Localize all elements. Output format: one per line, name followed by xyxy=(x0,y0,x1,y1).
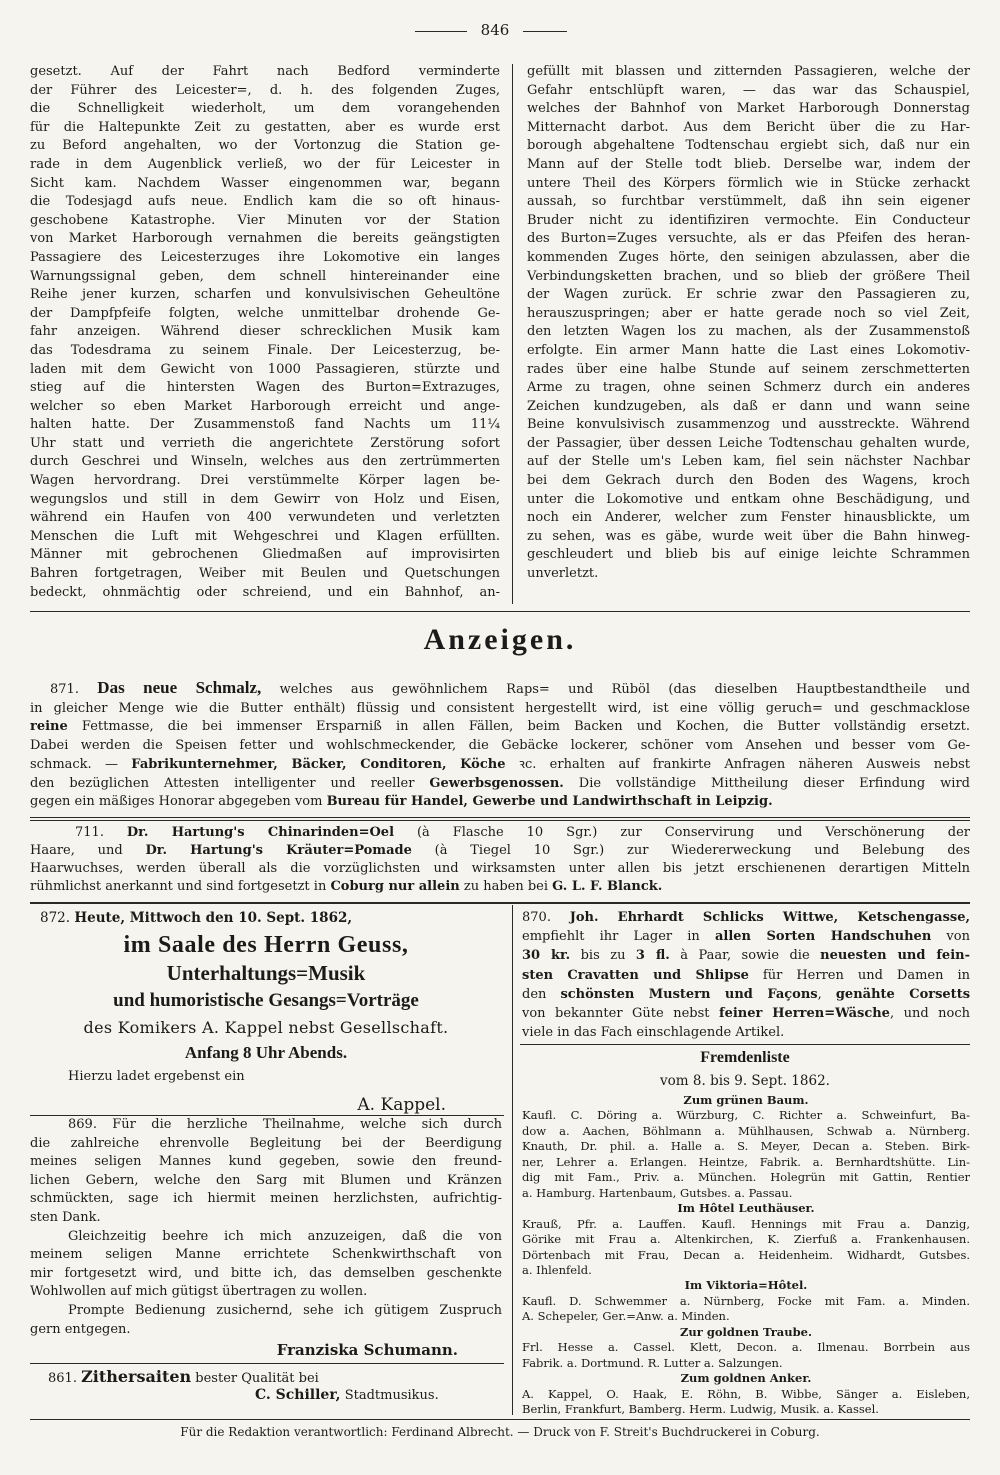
text-line xyxy=(527,546,970,565)
text-line xyxy=(30,509,500,528)
guest-entry-line xyxy=(522,1340,970,1355)
text-run: Haarwuchses, werden überall als die vorzüglichsten und wirksamsten unter allen bis jetzt erschienenen derartigen Mitteln xyxy=(30,861,970,876)
text-run: rades über eine halbe Stunde auf seinem zerschmetterten xyxy=(527,361,970,377)
text-run: durch Geschrei und Winseln, welches aus den zertrümmerten xyxy=(30,454,500,470)
text-run: a. Ihlenfeld. xyxy=(522,1262,592,1277)
text-line xyxy=(527,472,970,491)
text-line xyxy=(30,435,500,454)
text-run: mir fortgesetzt wird, und bitte ich, das demselben geschenkte xyxy=(30,1265,502,1281)
ad-869 xyxy=(30,1116,502,1339)
emphasis-text: neuesten und fein- xyxy=(820,948,970,964)
text-run: stieg auf die hintersten Wagen des Burton=Extrazuges, xyxy=(30,380,500,396)
text-line xyxy=(30,63,500,82)
text-run: von bekannter Güte nebst xyxy=(522,1006,719,1022)
imprint-footer: Für die Redaktion verantwortlich: Ferdinand Albrecht. — Druck von F. Streit's Buchdruckerei in Coburg. xyxy=(180,1425,820,1439)
text-line xyxy=(30,398,500,417)
guest-list-period: vom 8. bis 9. Sept. 1862. xyxy=(660,1073,830,1089)
text-line xyxy=(30,1172,502,1191)
hotel-heading: Zum grünen Baum. xyxy=(683,1093,809,1107)
ad-861-seller-name: C. Schiller, xyxy=(255,1387,341,1403)
text-run: Reihe jener kurzen, scharfen und konvulsivischen Geheultöne xyxy=(30,287,500,303)
text-run: empfiehlt ihr Lager in xyxy=(522,929,715,945)
column-divider xyxy=(512,905,513,1415)
text-line xyxy=(522,927,970,946)
text-run: laden mit dem Gewicht von 1000 Passagieren, stürzte und xyxy=(30,361,500,377)
text-run: meinem seligen Manne errichtete Schenkwirthschaft von xyxy=(30,1247,502,1263)
guest-entry-line xyxy=(522,1294,970,1309)
ad-872-performer: des Komikers A. Kappel nebst Gesellschaft. xyxy=(83,1018,449,1037)
text-line xyxy=(30,584,500,603)
text-run: Verbindungsketten brachen, und so blieb der größere Theil xyxy=(527,268,970,284)
guest-entry-line xyxy=(522,1124,970,1139)
article-column-left xyxy=(30,63,500,602)
ad-861-item: Zithersaiten xyxy=(81,1367,192,1386)
text-line xyxy=(30,1135,502,1154)
text-line xyxy=(30,472,500,491)
text-run: Bahren fortgetragen, Weiber mit Beulen und Quetschungen xyxy=(30,566,500,582)
text-line xyxy=(527,398,970,417)
ad-rule xyxy=(520,1044,970,1045)
text-run: zu Beford angehalten, wo der Vortonzug die Station ge- xyxy=(30,138,500,154)
text-line xyxy=(527,416,970,435)
hotel-heading: Im Viktoria=Hôtel. xyxy=(684,1278,808,1293)
text-line xyxy=(30,878,970,896)
text-run: Die vollständige Mittheilung dieser Erfindung wird xyxy=(563,775,970,791)
text-line xyxy=(30,82,500,101)
text-line xyxy=(30,212,500,231)
ad-rule xyxy=(30,817,970,818)
text-run: geschobene Katastrophe. Vier Minuten vor der Station xyxy=(30,212,500,228)
emphasis-text: Bureau für Handel, Gewerbe und Landwirthschaft in Leipzig. xyxy=(326,794,773,810)
text-run: Fabrik. a. Dortmund. R. Lutter a. Salzungen. xyxy=(522,1355,783,1370)
text-run: die Schnelligkeit wiederholt, um dem vorangehenden xyxy=(30,101,500,117)
text-line xyxy=(522,946,970,965)
emphasis-text: reine xyxy=(30,719,68,735)
text-run: lichen Gebern, welche den Sarg mit Blumen und Kränzen xyxy=(30,1172,502,1188)
text-run: , und noch xyxy=(889,1006,970,1022)
text-run: Männer mit gebrochenen Gliedmaßen auf improvisirten xyxy=(30,547,500,563)
text-run: Mitternacht darbot. Aus dem Bericht über die zu Har- xyxy=(527,119,970,135)
ad-number: 861. xyxy=(48,1371,77,1386)
text-run: des Burton=Zuges versuchte, als er das Pfeifen des heran- xyxy=(527,231,970,247)
text-run: gefüllt mit blassen und zitternden Passagieren, welche der xyxy=(527,64,970,79)
text-run: bedeckt, ohnmächtig oder schreiend, und ein Bahnhof, an- xyxy=(30,584,500,600)
emphasis-text: 3 fl. xyxy=(635,948,670,964)
section-rule xyxy=(30,611,970,612)
text-run: bis zu xyxy=(570,948,636,964)
emphasis-text: sten Cravatten und Shlipse xyxy=(522,967,749,983)
text-line xyxy=(522,985,970,1004)
emphasis-text: schönsten Mustern und Façons xyxy=(560,986,818,1002)
text-run: Kaufl. C. Döring a. Würzburg, C. Richter a. Schweinfurt, Ba- xyxy=(522,1108,970,1123)
text-run: noch ein Anderer, welcher zum Fenster hinausblickte, um xyxy=(527,510,970,526)
text-line xyxy=(522,1023,970,1042)
text-line xyxy=(30,361,500,380)
text-line xyxy=(522,966,970,985)
text-run: Dabei werden die Speisen fetter und wohlschmeckender, die Gebäcke lockerer, schöner vom Ansehen und besser vom Ge- xyxy=(30,738,970,754)
text-line xyxy=(30,249,500,268)
text-line xyxy=(30,156,500,175)
text-run: auf der Stelle um's Leben kam, fiel sein nächster Nachbar xyxy=(527,454,970,470)
text-run: rühmlichst anerkannt und sind fortgesetzt in xyxy=(30,879,331,894)
emphasis-text: Dr. Hartung's Kräuter=Pomade xyxy=(145,843,412,858)
text-line xyxy=(527,509,970,528)
text-run: Berlin, Frankfurt, Bamberg. Herm. Ludwig, Musik. a. Kassel. xyxy=(522,1402,879,1417)
text-line xyxy=(30,1153,502,1172)
text-line xyxy=(527,212,970,231)
text-run: sten Dank. xyxy=(30,1209,101,1225)
text-run: erfolgte. Ein armer Mann hatte die Last eines Lokomotiv- xyxy=(527,342,970,358)
text-run: Knauth, Dr. phil. a. Halle a. S. Meyer, Decan a. Steben. Birk- xyxy=(522,1139,970,1154)
text-line xyxy=(527,82,970,101)
text-line xyxy=(527,119,970,138)
text-line xyxy=(527,249,970,268)
text-run: kommenden Zuges hörte, den seinigen abzulassen, aber die xyxy=(527,249,970,265)
text-run: ꝛc. erhalten auf frankirte Anfragen näheren Ausweis nebst xyxy=(505,756,970,772)
header-dash-right xyxy=(523,31,567,32)
text-line xyxy=(30,491,500,510)
text-line xyxy=(30,793,970,812)
text-run: a. Hamburg. Hartenbaum, Gutsbes. a. Passau. xyxy=(522,1185,793,1200)
text-run: der Passagier, über dessen Leiche Todtenschau gehalten wurde, xyxy=(527,435,970,451)
text-line xyxy=(527,63,970,82)
text-run: meines seligen Mannes kund gegeben, sowie den freund- xyxy=(30,1154,502,1170)
text-run: ner, Lehrer a. Erlangen. Heintze, Fabrik. a. Bernhardtshütte. Lin- xyxy=(522,1154,970,1169)
text-run: à Paar, sowie die xyxy=(669,948,821,964)
emphasis-text: 30 kr. xyxy=(522,948,571,964)
text-run: unter die Lokomotive und entkam ohne Beschädigung, und xyxy=(527,491,970,507)
text-run: Uhr statt und verrieth die angerichtete Zerstörung sofort xyxy=(30,435,500,451)
text-run: Arme zu tragen, ohne seinen Schmerz durch ein anderes xyxy=(527,380,970,396)
text-run: A. Schepeler, Ger.=Anw. a. Minden. xyxy=(522,1309,730,1324)
text-line xyxy=(30,718,970,737)
text-run: Haare, und xyxy=(30,843,146,858)
text-run: fahr anzeigen. Während dieser schrecklichen Musik kam xyxy=(30,324,500,340)
text-run: den xyxy=(522,986,561,1002)
emphasis-text: Fabrikunternehmer, Bäcker, Conditoren, Köche xyxy=(131,756,506,772)
page-number: 846 xyxy=(480,21,510,39)
text-line xyxy=(30,416,500,435)
ad-872-signature: A. Kappel. xyxy=(357,1095,446,1115)
text-run: während ein Haufen von 400 verwundeten und verletzten xyxy=(30,510,500,526)
text-run: welcher so eben Market Harborough erreicht und ange- xyxy=(30,398,500,414)
text-line xyxy=(30,1116,502,1135)
text-run: Frl. Hesse a. Cassel. Klett, Decon. a. Ilmenau. Borrbein aus xyxy=(522,1340,970,1355)
ad-869-signature: Franziska Schumann. xyxy=(276,1341,458,1359)
hotel-heading: Zum goldnen Anker. xyxy=(680,1371,812,1386)
ad-711 xyxy=(30,824,970,896)
text-line xyxy=(527,361,970,380)
text-run: Sicht kam. Nachdem Wasser eingenommen war, begann xyxy=(30,175,500,191)
text-run: aussah, so furchtbar verstümmelt, daß ihn sein eigener xyxy=(527,194,970,210)
emphasis-text: feiner Herren=Wäsche xyxy=(718,1006,890,1022)
footer-rule xyxy=(30,1419,970,1420)
guest-entry-line xyxy=(522,1155,970,1170)
text-run: schmückten, sage ich hiermit meinen herzlichsten, aufrichtig- xyxy=(30,1191,502,1207)
text-line xyxy=(30,1209,502,1228)
text-line xyxy=(30,1302,502,1321)
text-run: Prompte Bedienung zusichernd, sehe ich gütigem Zuspruch xyxy=(68,1302,502,1318)
text-run: untere Theil des Körpers förmlich wie in Stücke zerhackt xyxy=(527,175,970,191)
ads-heading: Anzeigen. xyxy=(423,623,577,656)
text-line xyxy=(527,565,970,584)
display-text: Das neue Schmalz, xyxy=(97,678,262,697)
text-line xyxy=(30,342,500,361)
text-line xyxy=(30,1321,502,1340)
text-line xyxy=(527,528,970,547)
text-run: Kaufl. D. Schwemmer a. Nürnberg, Focke mit Fam. a. Minden. xyxy=(522,1293,970,1308)
text-line xyxy=(30,268,500,287)
emphasis-text: G. L. F. Blanck. xyxy=(552,879,663,894)
text-line xyxy=(527,230,970,249)
ad-rule xyxy=(30,1363,504,1364)
text-run: schmack. — xyxy=(30,756,132,772)
guest-entry-line xyxy=(522,1217,970,1232)
text-line xyxy=(30,453,500,472)
guest-entry-line xyxy=(522,1387,970,1402)
guest-entry-line xyxy=(522,1263,970,1278)
text-run: Zeichen kundzugeben, als daß er dann und wann seine xyxy=(527,398,970,414)
text-line xyxy=(527,137,970,156)
text-run: geschleudert und blieb bis auf einige leichte Schrammen xyxy=(527,547,970,563)
emphasis-text: Coburg nur allein xyxy=(330,879,460,894)
text-run: 870. xyxy=(522,910,570,925)
text-line xyxy=(30,1246,502,1265)
text-run: Wohlwollen auf mich gütigst übertragen zu wollen. xyxy=(30,1284,368,1300)
text-line xyxy=(30,100,500,119)
text-run: welches aus gewöhnlichem Raps= und Rüböl (das dieselben Hauptbestandtheile und xyxy=(261,682,971,697)
text-run: unverletzt. xyxy=(527,566,599,582)
hotel-heading: Zur goldnen Traube. xyxy=(680,1324,812,1339)
ad-861-seller-title: Stadtmusikus. xyxy=(344,1388,439,1403)
guest-entry-line xyxy=(522,1139,970,1154)
guest-entry-line xyxy=(522,1248,970,1263)
text-run: die zahlreiche ehrenvolle Begleitung bei der Beerdigung xyxy=(30,1135,502,1151)
text-run: 869. Für die herzliche Theilnahme, welche sich durch xyxy=(68,1117,502,1132)
text-run: (à Tiegel 10 Sgr.) zur Wiedererweckung und Belebung des xyxy=(411,843,971,858)
header-dash-left xyxy=(415,31,467,32)
text-run: Dörtenbach mit Frau, Decan a. Heidenheim. Widhardt, Gutsbes. xyxy=(522,1247,970,1262)
text-line xyxy=(30,305,500,324)
ad-rule xyxy=(30,902,970,904)
text-run: von xyxy=(931,929,970,945)
text-run: die Todesjagd aufs neue. Endlich kam die so oft hinaus- xyxy=(30,194,500,210)
text-line xyxy=(522,1004,970,1023)
text-line xyxy=(30,565,500,584)
text-run: in gleicher Menge wie die Butter enthält) flüssig und consistent hergestellt wird, ist eine völlig geruch= und geschmacklose xyxy=(30,700,970,716)
text-line xyxy=(30,775,970,794)
text-run: Passagiere des Leicesterzuges ihre Lokomotive ein langes xyxy=(30,249,500,265)
guest-entry-line xyxy=(522,1186,970,1201)
guest-list-title: Fremdenliste xyxy=(700,1049,790,1066)
text-line xyxy=(527,100,970,119)
text-run: Warnungssignal geben, dem schnell hintereinander eine xyxy=(30,268,500,284)
text-run: borough abgehaltene Todtenschau ergiebt sich, daß nur ein xyxy=(527,138,970,154)
text-line xyxy=(30,756,970,775)
ad-rule xyxy=(30,820,970,821)
text-line xyxy=(30,528,500,547)
guest-entry-line xyxy=(522,1232,970,1247)
text-line xyxy=(522,908,970,927)
text-run: Menschen die Luft mit Wehgeschrei und Klagen erfüllten. xyxy=(30,528,500,544)
text-line xyxy=(30,193,500,212)
ad-861-seller xyxy=(255,1386,439,1405)
ad-number: 872. xyxy=(40,910,71,926)
text-run: , xyxy=(817,986,836,1002)
text-line xyxy=(527,323,970,342)
emphasis-text: genähte Corsetts xyxy=(835,986,971,1002)
text-run: gern entgegen. xyxy=(30,1321,131,1337)
ad-872-program: und humoristische Gesangs=Vorträge xyxy=(113,990,419,1011)
emphasis-text: Joh. Ehrhardt Schlicks Wittwe, Ketschengasse, xyxy=(569,910,971,925)
text-run: der Dampfpfeife folgten, welche unmittelbar drohende Ge- xyxy=(30,305,500,321)
text-run: A. Kappel, O. Haak, E. Röhn, B. Wibbe, Sänger a. Eisleben, xyxy=(522,1386,970,1401)
ad-871 xyxy=(30,679,970,812)
article-column-right xyxy=(527,63,970,584)
text-run: halten hatte. Der Zusammenstoß fand Nachts um 11¼ xyxy=(30,417,500,433)
text-line xyxy=(527,286,970,305)
text-line xyxy=(527,379,970,398)
text-run: für die Haltepunkte Zeit zu gestatten, aber es wurde erst xyxy=(30,119,500,135)
text-run: Beine konvulsivisch zusammenzog und ausstreckte. Während xyxy=(527,417,970,433)
text-line xyxy=(30,546,500,565)
text-line xyxy=(30,1190,502,1209)
ad-872-date: Heute, Mittwoch den 10. Sept. 1862, xyxy=(74,910,353,926)
text-line xyxy=(30,737,970,756)
column-divider xyxy=(512,64,513,604)
text-run: Fettmasse, die bei immenser Ersparniß in allen Fällen, beim Backen und Kochen, die Butter vollständig ersetzt. xyxy=(67,719,970,735)
text-line xyxy=(30,1265,502,1284)
text-line xyxy=(30,1283,502,1302)
text-line xyxy=(30,379,500,398)
text-line xyxy=(30,119,500,138)
text-line xyxy=(527,175,970,194)
ad-872-invitation: Hierzu ladet ergebenst ein xyxy=(68,1069,245,1084)
ad-872-venue: im Saale des Herrn Geuss, xyxy=(123,932,409,958)
text-line xyxy=(30,700,970,719)
emphasis-text: allen Sorten Handschuhen xyxy=(714,929,932,945)
text-run: (à Flasche 10 Sgr.) zur Conservirung und Verschönerung der xyxy=(394,825,971,840)
text-run: dig mit Fam., Priv. a. München. Holegrün mit Gattin, Rentier xyxy=(522,1170,970,1185)
text-line xyxy=(30,824,970,842)
emphasis-text: Gewerbsgenossen. xyxy=(429,775,564,791)
text-run: wegungslos und still in dem Gewirr von Holz und Eisen, xyxy=(30,491,500,507)
guest-entry-line xyxy=(522,1402,970,1417)
text-run: 871. xyxy=(50,682,98,697)
text-line xyxy=(527,268,970,287)
ad-870 xyxy=(522,908,970,1042)
text-run: Gleichzeitig beehre ich mich anzuzeigen, daß die von xyxy=(68,1228,502,1244)
text-run: Gefahr entschlüpft waren, — das war das Schauspiel, xyxy=(527,82,970,98)
text-run: Bruder nicht zu identifiziren vermochte. Ein Conducteur xyxy=(527,212,970,228)
ad-872-start-time: Anfang 8 Uhr Abends. xyxy=(184,1043,348,1062)
text-line xyxy=(30,286,500,305)
text-run: den bezüglichen Attesten intelligenter und reeller xyxy=(30,775,430,791)
text-run: viele in das Fach einschlagende Artikel. xyxy=(522,1025,785,1041)
text-run: dow a. Aachen, Böhlmann a. Mühlhausen, Schwab a. Nürnberg. xyxy=(522,1123,970,1138)
text-run: bei dem Gekrach durch den Boden des Wagens, kroch xyxy=(527,473,970,489)
text-run: Görike mit Frau a. Altenkirchen, K. Zierfuß a. Frankenhausen. xyxy=(522,1232,970,1247)
text-line xyxy=(30,137,500,156)
text-line xyxy=(30,323,500,342)
text-run: der Wagen zurück. Er schrie zwar den Passagieren zu, xyxy=(527,287,970,303)
text-line xyxy=(527,342,970,361)
hotel-heading: Im Hôtel Leuthäuser. xyxy=(677,1201,815,1216)
guest-entry-line xyxy=(522,1356,970,1371)
text-line xyxy=(527,305,970,324)
guest-entry-line xyxy=(522,1108,970,1123)
guest-entry-line xyxy=(522,1309,970,1324)
ad-872-header xyxy=(40,909,352,927)
text-line xyxy=(527,193,970,212)
text-line xyxy=(527,453,970,472)
text-line xyxy=(30,679,970,700)
text-line xyxy=(527,491,970,510)
text-line xyxy=(30,860,970,878)
guest-entry-line xyxy=(522,1170,970,1185)
text-run: von Market Harborough vernahmen die bereits geängstigten xyxy=(30,231,500,247)
text-run: rade in dem Augenblick verließ, wo der für Leicester in xyxy=(30,156,500,172)
ad-872-event: Unterhaltungs=Musik xyxy=(166,961,366,985)
ad-861-text: bester Qualität bei xyxy=(195,1371,319,1386)
text-line xyxy=(30,175,500,194)
text-line xyxy=(527,156,970,175)
text-line xyxy=(527,435,970,454)
text-run: gegen ein mäßiges Honorar abgegeben vom xyxy=(30,794,327,810)
text-run: das Todesdrama zu seinem Finale. Der Leicesterzug, be- xyxy=(30,342,500,358)
emphasis-text: Dr. Hartung's Chinarinden=Oel xyxy=(126,825,395,840)
text-run: zu haben bei xyxy=(459,879,553,894)
text-run: Krauß, Pfr. a. Lauffen. Kaufl. Hennings mit Frau a. Danzig, xyxy=(522,1216,970,1231)
text-run: Mann auf der Stelle todt blieb. Derselbe war, indem der xyxy=(527,156,970,172)
text-run: Wagen hervordrang. Drei verstümmelte Körper lagen be- xyxy=(30,473,500,489)
text-run: für Herren und Damen in xyxy=(748,967,971,983)
text-line xyxy=(30,1228,502,1247)
guest-list xyxy=(522,1093,970,1418)
text-run: welches der Bahnhof von Market Harborough Donnerstag xyxy=(527,101,970,117)
text-run: gesetzt. Auf der Fahrt nach Bedford verminderte xyxy=(30,64,500,79)
text-run: der Führer des Leicester=, d. h. des folgenden Zuges, xyxy=(30,82,500,98)
text-run: zu sehen, was es gäbe, wurde weit über die Bahn hinweg- xyxy=(527,528,970,544)
text-line xyxy=(30,230,500,249)
text-run: 711. xyxy=(75,825,127,840)
text-run: den letzten Wagen los zu machen, als der Zusammenstoß xyxy=(527,324,970,340)
text-run: herauszuspringen; aber er hatte gerade noch so viel Zeit, xyxy=(527,305,970,321)
text-line xyxy=(30,842,970,860)
